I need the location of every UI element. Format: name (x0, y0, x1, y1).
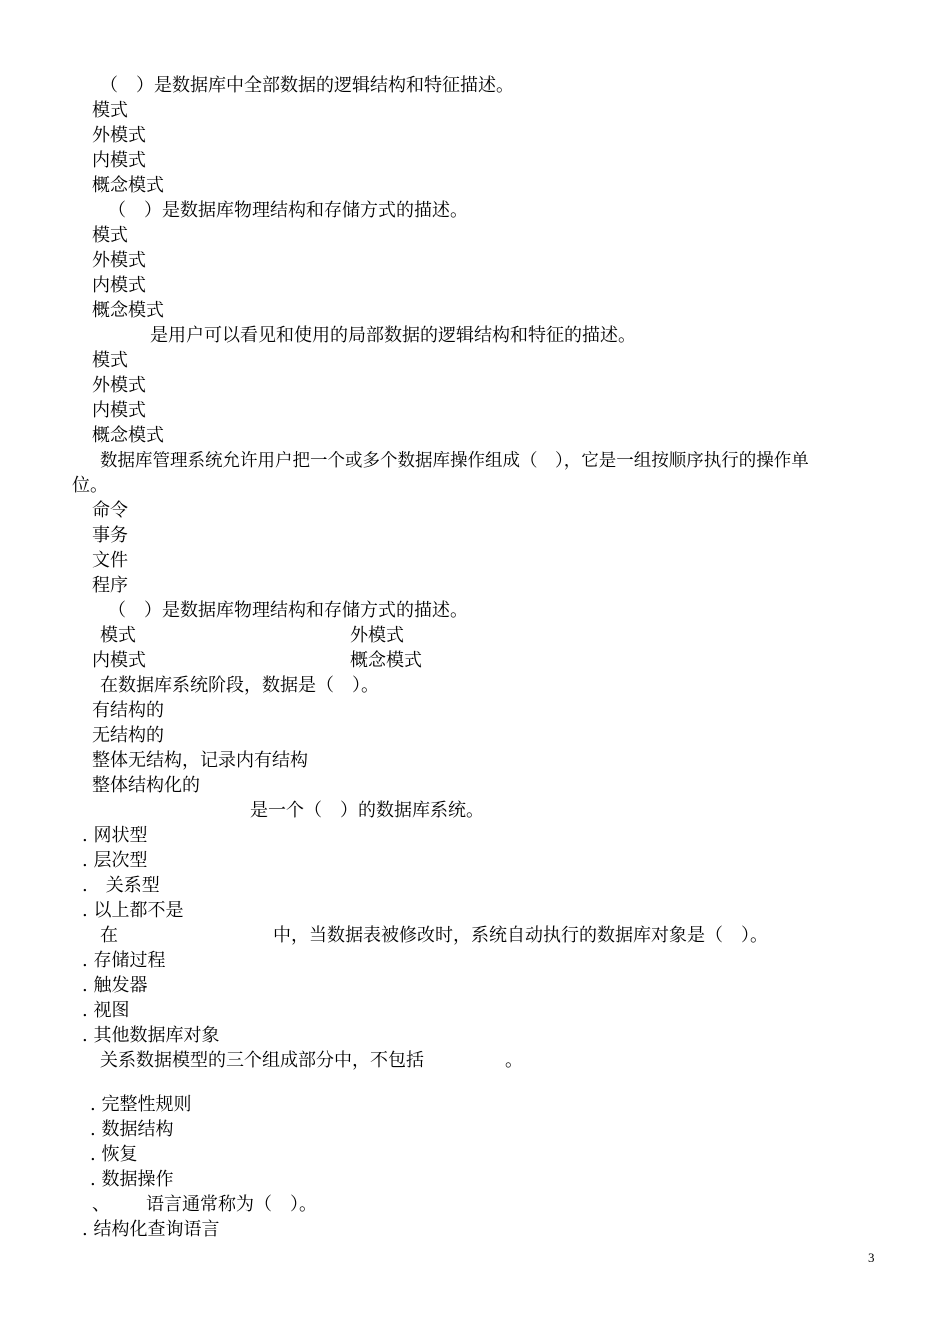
option: . 层次型 (82, 850, 148, 871)
option: . 恢复 (90, 1144, 138, 1165)
question-3: 是用户可以看见和使用的局部数据的逻辑结构和特征的描述。 (150, 325, 636, 346)
option: 文件 (92, 550, 128, 571)
question-2: （ ）是数据库物理结构和存储方式的描述。 (108, 200, 468, 221)
option: 内模式 (92, 150, 146, 171)
question-9: 关系数据模型的三个组成部分中，不包括 (100, 1050, 424, 1071)
question-7: 是一个（ ）的数据库系统。 (250, 800, 484, 821)
option: 有结构的 (92, 700, 164, 721)
option: . 存储过程 (82, 950, 166, 971)
option: 无结构的 (92, 725, 164, 746)
option: 模式 (92, 100, 128, 121)
question-9-end: 。 (505, 1050, 523, 1071)
option: 模式 (92, 350, 128, 371)
option: 整体结构化的 (92, 775, 200, 796)
option: 概念模式 (350, 650, 422, 671)
question-4-cont: 位。 (72, 475, 108, 496)
option: 整体无结构，记录内有结构 (92, 750, 308, 771)
option: 外模式 (92, 375, 146, 396)
option: 程序 (92, 575, 128, 596)
option: . 以上都不是 (82, 900, 184, 921)
question-5: （ ）是数据库物理结构和存储方式的描述。 (108, 600, 468, 621)
option: . 其他数据库对象 (82, 1025, 220, 1046)
question-4: 数据库管理系统允许用户把一个或多个数据库操作组成（ ），它是一组按顺序执行的操作单 (100, 451, 809, 471)
question-10: 语言通常称为（ ）。 (146, 1194, 317, 1215)
option: . 视图 (82, 1000, 130, 1021)
question-8-start: 在 (100, 925, 118, 946)
option: . 关系型 (82, 875, 160, 896)
option: 概念模式 (92, 300, 164, 321)
option: . 数据结构 (90, 1119, 174, 1140)
question-6: 在数据库系统阶段，数据是（ ）。 (100, 675, 379, 696)
option: 外模式 (92, 125, 146, 146)
page-number: 3 (868, 1250, 875, 1265)
option: 命令 (92, 500, 128, 521)
option: . 完整性规则 (90, 1094, 192, 1115)
option: 内模式 (92, 400, 146, 421)
option: 模式 (92, 225, 128, 246)
option: . 数据操作 (90, 1169, 174, 1190)
option: . 结构化查询语言 (82, 1219, 220, 1240)
option: 内模式 (92, 650, 146, 671)
question-8: 中，当数据表被修改时，系统自动执行的数据库对象是（ ）。 (273, 925, 768, 946)
option: 内模式 (92, 275, 146, 296)
option: 概念模式 (92, 425, 164, 446)
option: . 网状型 (82, 825, 148, 846)
question-1: （ ）是数据库中全部数据的逻辑结构和特征描述。 (100, 75, 514, 96)
question-10-start: 、 (92, 1194, 110, 1215)
option: 概念模式 (92, 175, 164, 196)
option: 事务 (92, 525, 128, 546)
option: 外模式 (92, 250, 146, 271)
option: . 触发器 (82, 975, 148, 996)
option: 外模式 (350, 625, 404, 646)
option: 模式 (100, 625, 136, 646)
